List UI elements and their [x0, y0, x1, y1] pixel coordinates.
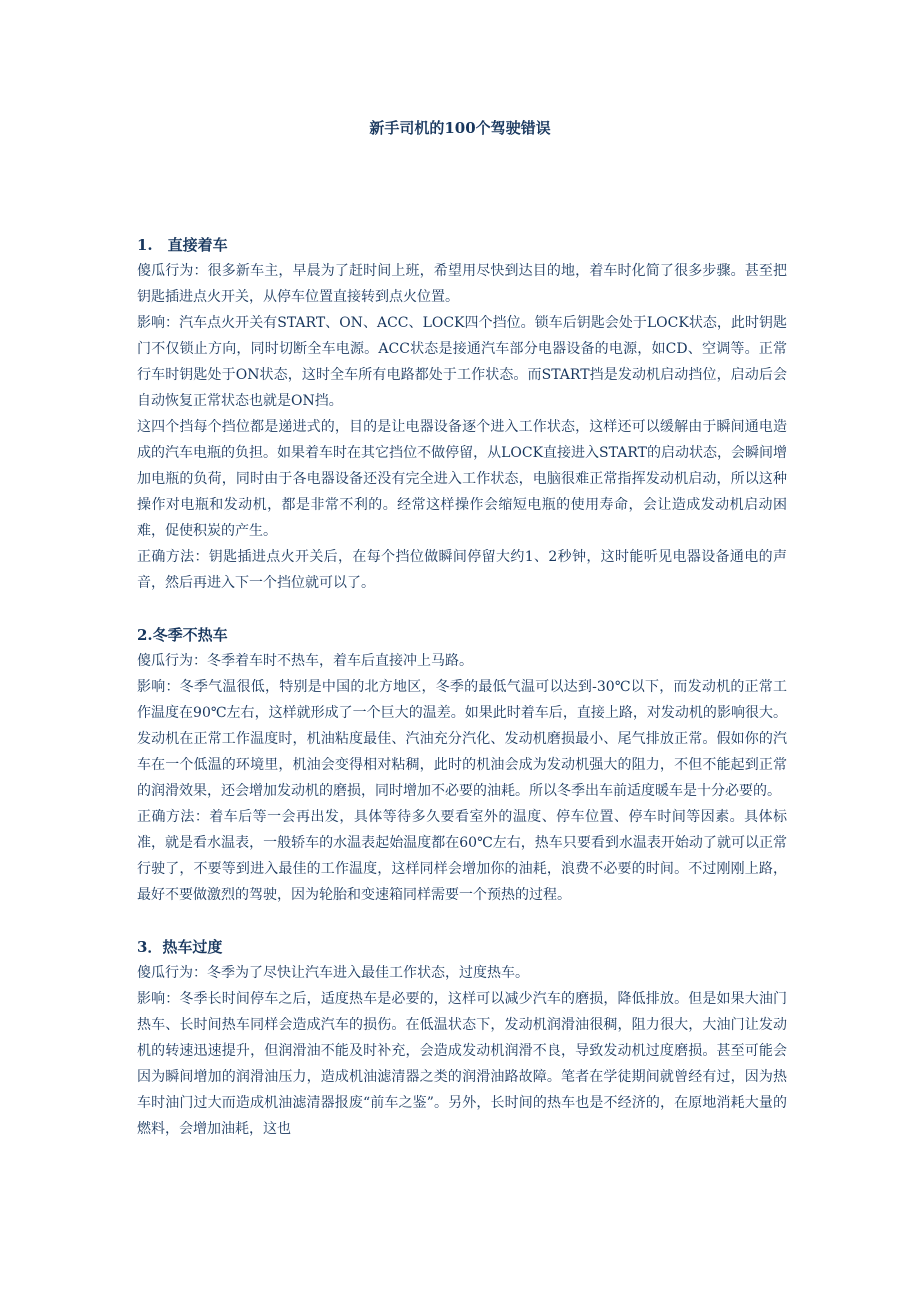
paragraph: 影响：冬季气温很低，特别是中国的北方地区，冬季的最低气温可以达到-30℃以下，而发动机的正常工作温度在90℃左右，这样就形成了一个巨大的温差。如果此时着车后，直接上路，对发动机的影响很大。发动机在正常工作温度时，机油粘度最佳、汽油充分汽化、发动机磨损最小、尾气排放正常。假如你的汽车在一个低温的环境里，机油会变得相对粘稠，此时的机油会成为发动机强大的阻力，不但不能起到正常的润滑效果，还会增加发动机的磨损，同时增加不必要的油耗。所以冬季出车前适度暖车是十分必要的。	[137, 679, 787, 799]
paragraph: 傻瓜行为：冬季着车时不热车，着车后直接冲上马路。	[137, 653, 473, 669]
paragraph: 傻瓜行为：很多新车主，早晨为了赶时间上班，希望用尽快到达目的地，着车时化简了很多步骤。甚至把钥匙插进点火开关，从停车位置直接转到点火位置。	[137, 263, 787, 305]
section-heading: 2.冬季不热车	[137, 626, 228, 644]
paragraph: 这四个挡每个挡位都是递进式的，目的是让电器设备逐个进入工作状态，这样还可以缓解由于瞬间通电造成的汽车电瓶的负担。如果着车时在其它挡位不做停留，从LOCK直接进入START的启动状态，会瞬间增加电瓶的负荷，同时由于各电器设备还没有完全进入工作状态，电脑很难正常指挥发动机启动，所以这种操作对电瓶和发动机，都是非常不利的。经常这样操作会缩短电瓶的使用寿命，会让造成发动机启动困难，促使积炭的产生。	[137, 419, 787, 539]
section-2	[137, 622, 787, 908]
section-heading: 3．热车过度	[137, 938, 223, 956]
document-body	[137, 232, 787, 1168]
paragraph: 正确方法：钥匙插进点火开关后，在每个挡位做瞬间停留大约1、2秒钟，这时能听见电器设备通电的声音，然后再进入下一个挡位就可以了。	[137, 549, 787, 591]
section-heading: 1. 直接着车	[137, 236, 228, 254]
document-title: 新手司机的100个驾驶错误	[369, 119, 551, 137]
paragraph: 正确方法：着车后等一会再出发，具体等待多久要看室外的温度、停车位置、停车时间等因素。具体标准，就是看水温表，一般轿车的水温表起始温度都在60℃左右，热车只要看到水温表开始动了就可以正常行驶了，不要等到进入最佳的工作温度，这样同样会增加你的油耗，浪费不必要的时间。不过刚刚上路，最好不要做激烈的驾驶，因为轮胎和变速箱同样需要一个预热的过程。	[137, 809, 787, 903]
paragraph: 影响：汽车点火开关有START、ON、ACC、LOCK四个挡位。锁车后钥匙会处于LOCK状态，此时钥匙门不仅锁止方向，同时切断全车电源。ACC状态是接通汽车部分电器设备的电源，如CD、空调等。正常行车时钥匙处于ON状态，这时全车所有电路都处于工作状态。而START挡是发动机启动挡位，启动后会自动恢复正常状态也就是ON挡。	[137, 315, 787, 409]
paragraph: 影响：冬季长时间停车之后，适度热车是必要的，这样可以减少汽车的磨损，降低排放。但是如果大油门热车、长时间热车同样会造成汽车的损伤。在低温状态下，发动机润滑油很稠，阻力很大，大油门让发动机的转速迅速提升，但润滑油不能及时补充，会造成发动机润滑不良，导致发动机过度磨损。甚至可能会因为瞬间增加的润滑油压力，造成机油滤清器之类的润滑油路故障。笔者在学徒期间就曾经有过，因为热车时油门过大而造成机油滤清器报废“前车之鉴”。另外，长时间的热车也是不经济的，在原地消耗大量的燃料，会增加油耗，这也	[137, 991, 787, 1137]
section-3	[137, 934, 787, 1142]
paragraph: 傻瓜行为：冬季为了尽快让汽车进入最佳工作状态，过度热车。	[137, 965, 529, 981]
section-1	[137, 232, 787, 596]
